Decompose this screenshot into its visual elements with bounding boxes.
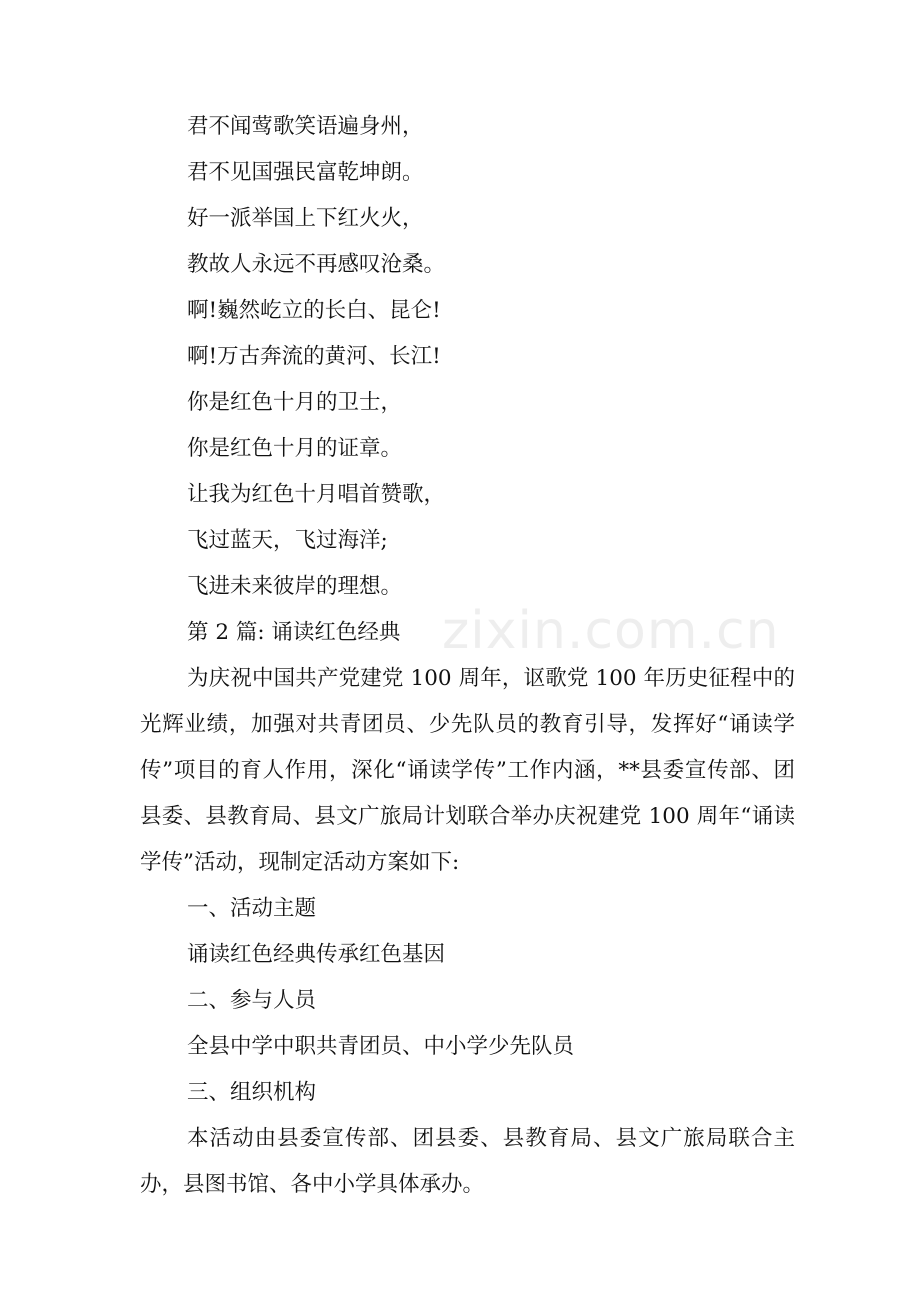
poem-line: 飞过蓝天，飞过海洋;: [187, 528, 388, 553]
section-body-theme: 诵读红色经典传承红色基因: [187, 942, 446, 967]
section-body-organization: 本活动由县委宣传部、团县委、县教育局、县文广旅局联合主办，县图书馆、各中小学具体承办。: [140, 1126, 795, 1197]
poem-line: 教故人永远不再感叹沧桑。: [187, 252, 446, 277]
section-heading-organization: 三、组织机构: [187, 1080, 317, 1105]
intro-paragraph: 为庆祝中国共产党建党 100 周年，讴歌党 100 年历史征程中的光辉业绩，加强对共青团员、少先队员的教育引导，发挥好“诵读学传”项目的育人作用，深化“诵读学传”工作内涵，**县委宣传部、团县委、县教育局、县文广旅局计划联合举办庆祝建党 100 周年“诵读学传”活动，现制定活动方案如下:: [140, 666, 795, 875]
poem-line: 你是红色十月的卫士，: [187, 390, 403, 415]
poem-line: 啊!万古奔流的黄河、长江!: [187, 344, 441, 369]
section-body-participants: 全县中学中职共青团员、中小学少先队员: [187, 1034, 575, 1059]
section-heading-participants: 二、参与人员: [187, 988, 317, 1013]
poem-line: 君不闻莺歌笑语遍身州，: [187, 114, 424, 139]
poem-line: 飞进未来彼岸的理想。: [187, 574, 403, 599]
poem-line: 啊!巍然屹立的长白、昆仑!: [187, 298, 441, 323]
poem-line: 好一派举国上下红火火，: [187, 206, 424, 231]
section-title: 第 2 篇: 诵读红色经典: [187, 620, 401, 645]
document-body: [140, 104, 795, 1208]
section-heading-theme: 一、活动主题: [187, 896, 317, 921]
poem-line: 你是红色十月的证章。: [187, 436, 403, 461]
watermark: zixin.com.cn: [442, 601, 780, 661]
poem-line: 让我为红色十月唱首赞歌，: [187, 482, 446, 507]
poem-line: 君不见国强民富乾坤朗。: [187, 160, 424, 185]
